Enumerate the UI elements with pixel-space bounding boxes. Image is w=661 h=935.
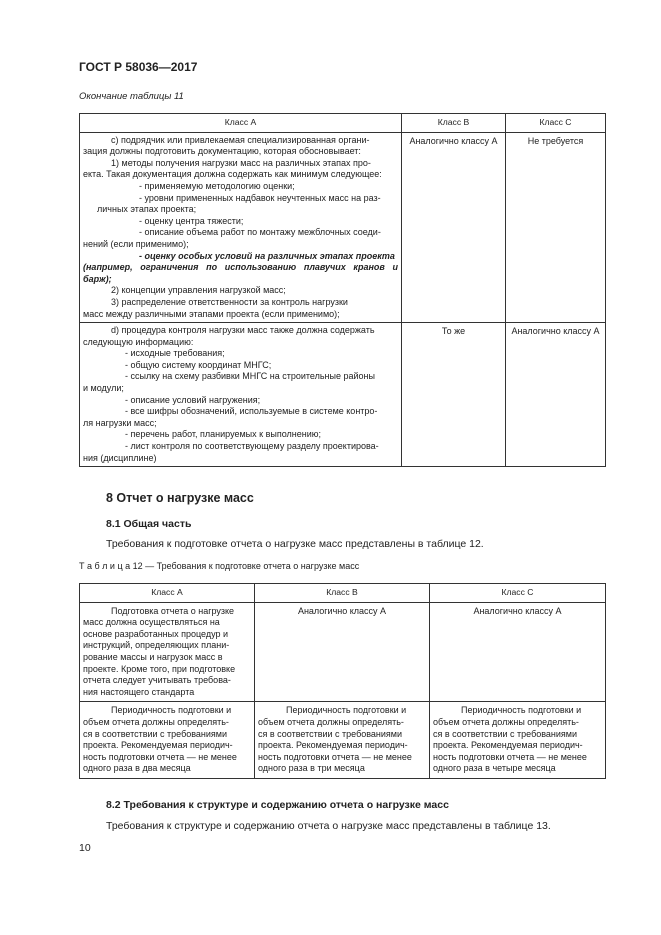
- table-cell: [255, 702, 430, 779]
- table-cell: [430, 702, 606, 779]
- cell-line: d) процедура контроля нагрузки масс также должна содержать: [111, 325, 375, 336]
- table-cell: [80, 323, 402, 467]
- cell-line: 2) концепции управления нагрузкой масс;: [111, 285, 286, 296]
- table-cell: [80, 602, 255, 702]
- cell-line: одного раза в три месяца: [258, 763, 365, 774]
- cell-line: ность подготовки отчета — не менее: [258, 751, 412, 762]
- table-cell: То же: [402, 323, 506, 467]
- cell-line: - ссылку на схему разбивки МНГС на строительные районы: [125, 371, 375, 382]
- cell-line: Подготовка отчета о нагрузке: [111, 605, 235, 616]
- cell-line: объем отчета должны определять-: [433, 716, 579, 727]
- cell-line: проекта. Рекомендуемая периодич-: [433, 740, 583, 751]
- page-number: 10: [79, 842, 91, 854]
- table-cell: Аналогично классу A: [402, 132, 506, 323]
- column-header: Класс A: [80, 584, 255, 603]
- document-id: ГОСТ Р 58036—2017: [79, 60, 198, 74]
- cell-line: - исходные требования;: [125, 348, 225, 359]
- section-8-heading: 8 Отчет о нагрузке масс: [106, 491, 254, 505]
- cell-line: и модули;: [83, 383, 124, 394]
- section-8-1-text: Требования к подготовке отчета о нагрузке масс представлены в таблице 12.: [106, 538, 484, 550]
- cell-line: инструкций, определяющих плани-: [83, 640, 230, 651]
- cell-line: ность подготовки отчета — не менее: [83, 751, 237, 762]
- cell-line: Периодичность подготовки и: [111, 705, 232, 716]
- cell-line: - оценку особых условий на различных этапах проекта: [139, 250, 395, 261]
- table-header-row: [80, 114, 606, 133]
- cell-line: проекте. Кроме того, при подготовке: [83, 663, 236, 674]
- column-header: Класс C: [430, 584, 606, 603]
- cell-line: - описание объема работ по монтажу межблочных соеди-: [139, 227, 381, 238]
- table-11-caption: Окончание таблицы 11: [79, 91, 184, 102]
- cell-line: объем отчета должны определять-: [83, 716, 229, 727]
- cell-line: екта. Такая документация должна содержать как минимум следующее:: [83, 169, 382, 180]
- cell-line: одного раза в четыре месяца: [433, 763, 556, 774]
- section-8-2-text: Требования к структуре и содержанию отчета о нагрузке масс представлены в таблице 13.: [106, 820, 551, 832]
- cell-line: с) подрядчик или привлекаемая специализированная органи-: [111, 134, 370, 145]
- cell-line: - общую систему координат МНГС;: [125, 359, 272, 370]
- table-11: [79, 113, 606, 467]
- table-cell: Аналогично классу A: [430, 602, 606, 702]
- cell-line: объем отчета должны определять-: [258, 716, 404, 727]
- table-cell: Аналогично классу A: [506, 323, 606, 467]
- table-cell: [80, 132, 402, 323]
- cell-line: отчета следует учитывать требова-: [83, 675, 231, 686]
- cell-line: ность подготовки отчета — не менее: [433, 751, 587, 762]
- cell-line: ся в соответствии с требованиями: [83, 728, 228, 739]
- table-header-row: [80, 584, 606, 603]
- cell-line: одного раза в два месяца: [83, 763, 191, 774]
- cell-line: - описание условий нагружения;: [125, 394, 261, 405]
- table-12-caption: Т а б л и ц а 12 — Требования к подготовке отчета о нагрузке масс: [79, 561, 360, 571]
- cell-line: ся в соответствии с требованиями: [258, 728, 403, 739]
- cell-line: Периодичность подготовки и: [286, 705, 407, 716]
- table-cell: [80, 702, 255, 779]
- table-12: [79, 583, 606, 779]
- cell-line: - оценку центра тяжести;: [139, 215, 244, 226]
- cell-line: - применяемую методологию оценки;: [139, 180, 295, 191]
- cell-line: нений (если применимо);: [83, 238, 189, 249]
- table-row: [80, 702, 606, 779]
- section-8-1-heading: 8.1 Общая часть: [106, 518, 192, 530]
- cell-line: проекта. Рекомендуемая периодич-: [83, 740, 233, 751]
- table-row: [80, 132, 606, 323]
- cell-line: личных этапах проекта;: [97, 204, 197, 215]
- cell-line: - все шифры обозначений, используемые в системе контро-: [125, 406, 378, 417]
- cell-line: масс между различными этапами проекта (если применимо);: [83, 308, 340, 319]
- table-row: [80, 602, 606, 702]
- cell-line: основе разработанных процедур и: [83, 628, 229, 639]
- column-header: Класс B: [255, 584, 430, 603]
- table-cell: Аналогично классу A: [255, 602, 430, 702]
- cell-line: - лист контроля по соответствующему разделу проектирова-: [125, 441, 379, 452]
- cell-line: ния настоящего стандарта: [83, 686, 195, 697]
- cell-line: проекта. Рекомендуемая периодич-: [258, 740, 408, 751]
- column-header: Класс A: [80, 114, 402, 133]
- cell-line: - уровни примененных надбавок неучтенных масс на раз-: [139, 192, 381, 203]
- cell-line: - перечень работ, планируемых к выполнению;: [125, 429, 321, 440]
- table-cell: Не требуется: [506, 132, 606, 323]
- cell-line: рование массы и нагрузок масс в: [83, 651, 223, 662]
- cell-line: ся в соответствии с требованиями: [433, 728, 578, 739]
- cell-line: следующую информацию:: [83, 336, 194, 347]
- column-header: Класс B: [402, 114, 506, 133]
- cell-line: (например, ограничения по использованию плавучих кранов и барж);: [83, 262, 398, 284]
- cell-line: Периодичность подготовки и: [461, 705, 582, 716]
- cell-line: 3) распределение ответственности за контроль нагрузки: [111, 296, 348, 307]
- cell-line: ния (дисциплине): [83, 452, 157, 463]
- column-header: Класс C: [506, 114, 606, 133]
- cell-line: 1) методы получения нагрузки масс на различных этапах про-: [111, 157, 371, 168]
- cell-line: зация должны подготовить документацию, которая обосновывает:: [83, 146, 361, 157]
- table-row: [80, 323, 606, 467]
- cell-line: ля нагрузки масс;: [83, 417, 157, 428]
- cell-line: масс должна осуществляться на: [83, 617, 220, 628]
- section-8-2-heading: 8.2 Требования к структуре и содержанию отчета о нагрузке масс: [106, 799, 449, 811]
